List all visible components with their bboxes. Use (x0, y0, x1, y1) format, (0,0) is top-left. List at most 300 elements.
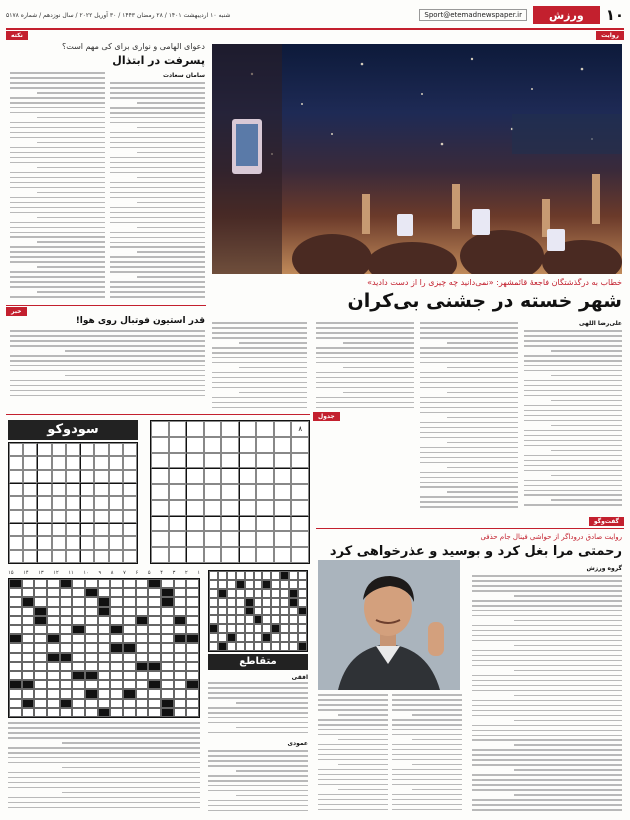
crossword-cell[interactable] (136, 588, 149, 597)
crossword-cell[interactable] (9, 653, 22, 662)
crossword-cell[interactable] (161, 616, 174, 625)
sudoku-cell[interactable] (204, 453, 222, 469)
crossword-cell[interactable] (148, 653, 161, 662)
crossword-cell[interactable] (148, 588, 161, 597)
crossword-cell[interactable] (110, 597, 123, 606)
crossword-cell[interactable] (85, 680, 98, 689)
crossword-cell[interactable] (72, 689, 85, 698)
crossword-cell[interactable] (174, 708, 187, 717)
sudoku-cell[interactable] (169, 437, 187, 453)
crossword-cell[interactable] (60, 680, 73, 689)
crossword-cell[interactable] (47, 588, 60, 597)
sudoku-cell[interactable] (221, 453, 239, 469)
sudoku-cell[interactable] (186, 437, 204, 453)
crossword-cell[interactable] (98, 588, 111, 597)
crossword-cell[interactable] (47, 662, 60, 671)
crossword-cell[interactable] (123, 699, 136, 708)
opinion-title[interactable]: پسرفت در ابتذال (112, 54, 205, 67)
crossword-cell[interactable] (110, 625, 123, 634)
sudoku-cell[interactable] (151, 453, 169, 469)
crossword-cell[interactable] (98, 607, 111, 616)
crossword-cell[interactable] (85, 588, 98, 597)
crossword-cell[interactable] (186, 643, 199, 652)
crossword-cell[interactable] (22, 662, 35, 671)
crossword-cell[interactable] (123, 588, 136, 597)
crossword-cell[interactable] (72, 671, 85, 680)
sudoku-cell[interactable] (221, 437, 239, 453)
sudoku-cell[interactable] (291, 453, 309, 469)
crossword-cell[interactable] (161, 625, 174, 634)
crossword-cell[interactable] (174, 597, 187, 606)
crossword-cell[interactable] (98, 643, 111, 652)
sudoku-cell[interactable] (256, 453, 274, 469)
crossword-cell[interactable] (85, 653, 98, 662)
sudoku-cell[interactable] (291, 484, 309, 500)
crossword-cell[interactable] (34, 689, 47, 698)
crossword-cell[interactable] (161, 680, 174, 689)
crossword-cell[interactable] (110, 699, 123, 708)
crossword-cell[interactable] (186, 680, 199, 689)
crossword-cell[interactable] (34, 588, 47, 597)
crossword-cell[interactable] (34, 671, 47, 680)
crossword-cell[interactable] (9, 699, 22, 708)
crossword-cell[interactable] (72, 708, 85, 717)
sudoku-cell[interactable] (239, 484, 257, 500)
crossword-cell[interactable] (47, 708, 60, 717)
crossword-cell[interactable] (110, 616, 123, 625)
crossword-cell[interactable] (60, 634, 73, 643)
crossword-cell[interactable] (174, 643, 187, 652)
crossword-cell[interactable] (186, 689, 199, 698)
crossword-cell[interactable] (174, 699, 187, 708)
crossword-cell[interactable] (9, 634, 22, 643)
crossword-cell[interactable] (136, 708, 149, 717)
main-headline[interactable]: شهر خسته در جشنی بی‌کران (347, 290, 622, 312)
crossword-cell[interactable] (161, 643, 174, 652)
crossword-cell[interactable] (148, 607, 161, 616)
sudoku-cell[interactable] (151, 421, 169, 437)
crossword-cell[interactable] (72, 588, 85, 597)
crossword-grid[interactable] (8, 578, 200, 718)
crossword-cell[interactable] (60, 689, 73, 698)
crossword-cell[interactable] (34, 643, 47, 652)
crossword-cell[interactable] (186, 597, 199, 606)
crossword-cell[interactable] (136, 653, 149, 662)
crossword-cell[interactable] (148, 625, 161, 634)
crossword-cell[interactable] (161, 579, 174, 588)
crossword-cell[interactable] (148, 689, 161, 698)
crossword-cell[interactable] (136, 662, 149, 671)
crossword-cell[interactable] (85, 579, 98, 588)
sudoku-cell[interactable] (169, 531, 187, 547)
crossword-cell[interactable] (161, 588, 174, 597)
sudoku-cell[interactable] (256, 547, 274, 563)
crossword-cell[interactable] (174, 588, 187, 597)
crossword-cell[interactable] (60, 616, 73, 625)
sudoku-cell[interactable] (186, 468, 204, 484)
crossword-cell[interactable] (174, 653, 187, 662)
sudoku-cell[interactable] (151, 500, 169, 516)
crossword-cell[interactable] (9, 588, 22, 597)
crossword-cell[interactable] (98, 662, 111, 671)
sudoku-cell[interactable] (291, 516, 309, 532)
crossword-cell[interactable] (98, 708, 111, 717)
sudoku-cell[interactable] (291, 547, 309, 563)
crossword-cell[interactable] (174, 616, 187, 625)
crossword-cell[interactable] (110, 634, 123, 643)
crossword-cell[interactable] (186, 708, 199, 717)
sudoku-cell[interactable] (291, 468, 309, 484)
crossword-cell[interactable] (22, 680, 35, 689)
crossword-cell[interactable] (186, 699, 199, 708)
sudoku-cell[interactable] (221, 484, 239, 500)
crossword-cell[interactable] (22, 689, 35, 698)
crossword-cell[interactable] (9, 662, 22, 671)
sudoku-cell[interactable] (204, 531, 222, 547)
crossword-cell[interactable] (161, 653, 174, 662)
crossword-cell[interactable] (136, 671, 149, 680)
crossword-cell[interactable] (148, 597, 161, 606)
crossword-cell[interactable] (123, 671, 136, 680)
crossword-cell[interactable] (148, 680, 161, 689)
crossword-cell[interactable] (136, 597, 149, 606)
sudoku-cell[interactable] (169, 484, 187, 500)
crossword-cell[interactable] (98, 616, 111, 625)
crossword-cell[interactable] (60, 597, 73, 606)
crossword-cell[interactable] (60, 671, 73, 680)
crossword-cell[interactable] (98, 579, 111, 588)
crossword-cell[interactable] (98, 699, 111, 708)
sudoku-cell[interactable] (239, 531, 257, 547)
crossword-cell[interactable] (110, 671, 123, 680)
crossword-cell[interactable] (123, 662, 136, 671)
crossword-cell[interactable] (34, 634, 47, 643)
crossword-cell[interactable] (123, 653, 136, 662)
sudoku-cell[interactable] (256, 468, 274, 484)
crossword-cell[interactable] (161, 708, 174, 717)
crossword-cell[interactable] (47, 699, 60, 708)
sudoku-cell[interactable] (151, 547, 169, 563)
crossword-cell[interactable] (186, 653, 199, 662)
crossword-cell[interactable] (85, 689, 98, 698)
crossword-cell[interactable] (34, 699, 47, 708)
crossword-cell[interactable] (110, 643, 123, 652)
crossword-cell[interactable] (34, 680, 47, 689)
crossword-cell[interactable] (34, 708, 47, 717)
sudoku-cell[interactable] (151, 437, 169, 453)
crossword-cell[interactable] (60, 662, 73, 671)
crossword-cell[interactable] (174, 689, 187, 698)
crossword-cell[interactable] (47, 597, 60, 606)
crossword-cell[interactable] (148, 708, 161, 717)
sudoku-cell[interactable] (274, 500, 292, 516)
sudoku-cell[interactable] (169, 453, 187, 469)
crossword-cell[interactable] (110, 662, 123, 671)
crossword-cell[interactable] (72, 597, 85, 606)
interview-headline[interactable]: رحمتی مرا بغل کرد و بوسید و عذرخواهی کرد (329, 544, 622, 559)
sudoku-cell[interactable] (169, 516, 187, 532)
sudoku-cell[interactable] (204, 484, 222, 500)
sudoku-cell[interactable] (239, 500, 257, 516)
crossword-cell[interactable] (136, 680, 149, 689)
crossword-cell[interactable] (22, 699, 35, 708)
sudoku-cell[interactable] (274, 484, 292, 500)
crossword-cell[interactable] (34, 607, 47, 616)
sudoku-cell[interactable] (274, 468, 292, 484)
crossword-cell[interactable] (98, 653, 111, 662)
crossword-cell[interactable] (47, 671, 60, 680)
crossword-cell[interactable] (161, 607, 174, 616)
crossword-cell[interactable] (9, 643, 22, 652)
sudoku-cell[interactable] (291, 500, 309, 516)
sudoku-cell[interactable] (239, 516, 257, 532)
sudoku-cell[interactable] (239, 468, 257, 484)
crossword-cell[interactable] (47, 643, 60, 652)
sudoku-cell[interactable] (151, 484, 169, 500)
crossword-cell[interactable] (161, 671, 174, 680)
crossword-cell[interactable] (85, 634, 98, 643)
crossword-cell[interactable] (34, 579, 47, 588)
crossword-cell[interactable] (60, 607, 73, 616)
crossword-cell[interactable] (9, 616, 22, 625)
crossword-cell[interactable] (47, 634, 60, 643)
crossword-cell[interactable] (85, 662, 98, 671)
crossword-cell[interactable] (110, 607, 123, 616)
crossword-cell[interactable] (161, 689, 174, 698)
crossword-cell[interactable] (174, 607, 187, 616)
crossword-cell[interactable] (123, 616, 136, 625)
crossword-cell[interactable] (22, 634, 35, 643)
crossword-cell[interactable] (60, 708, 73, 717)
sudoku-grid-puzzle[interactable] (150, 420, 310, 564)
sudoku-cell[interactable] (256, 437, 274, 453)
crossword-cell[interactable] (148, 643, 161, 652)
crossword-cell[interactable] (60, 625, 73, 634)
crossword-cell[interactable] (9, 625, 22, 634)
crossword-cell[interactable] (34, 662, 47, 671)
sudoku-cell[interactable] (186, 516, 204, 532)
news-title[interactable]: قدر استیون فوتبال روی هوا! (75, 316, 205, 326)
crossword-cell[interactable] (60, 653, 73, 662)
crossword-cell[interactable] (47, 689, 60, 698)
sudoku-cell[interactable] (239, 437, 257, 453)
crossword-cell[interactable] (22, 579, 35, 588)
crossword-cell[interactable] (85, 643, 98, 652)
crossword-cell[interactable] (136, 699, 149, 708)
crossword-cell[interactable] (47, 616, 60, 625)
crossword-cell[interactable] (72, 625, 85, 634)
sudoku-cell[interactable] (239, 547, 257, 563)
sudoku-cell[interactable] (221, 531, 239, 547)
crossword-cell[interactable] (85, 708, 98, 717)
crossword-cell[interactable] (47, 625, 60, 634)
crossword-cell[interactable] (72, 643, 85, 652)
sudoku-cell[interactable] (186, 547, 204, 563)
crossword-cell[interactable] (98, 634, 111, 643)
crossword-cell[interactable] (85, 616, 98, 625)
crossword-cell[interactable] (72, 616, 85, 625)
crossword-cell[interactable] (72, 653, 85, 662)
sudoku-cell[interactable] (256, 531, 274, 547)
crossword-cell[interactable] (123, 689, 136, 698)
sudoku-cell[interactable] (186, 531, 204, 547)
crossword-cell[interactable] (123, 634, 136, 643)
crossword-cell[interactable] (148, 662, 161, 671)
sudoku-cell[interactable] (169, 547, 187, 563)
crossword-cell[interactable] (123, 680, 136, 689)
section-email[interactable]: Sport@etemadnewspaper.ir (419, 9, 527, 21)
crossword-cell[interactable] (110, 708, 123, 717)
crossword-cell[interactable] (98, 689, 111, 698)
crossword-cell[interactable] (174, 680, 187, 689)
crossword-cell[interactable] (9, 597, 22, 606)
crossword-cell[interactable] (174, 625, 187, 634)
crossword-cell[interactable] (148, 616, 161, 625)
crossword-cell[interactable] (110, 689, 123, 698)
crossword-cell[interactable] (34, 653, 47, 662)
sudoku-cell[interactable] (169, 468, 187, 484)
sudoku-cell[interactable] (274, 547, 292, 563)
crossword-cell[interactable] (22, 597, 35, 606)
sudoku-cell[interactable] (274, 516, 292, 532)
sudoku-cell[interactable] (204, 421, 222, 437)
crossword-cell[interactable] (98, 625, 111, 634)
crossword-cell[interactable] (22, 616, 35, 625)
crossword-cell[interactable] (47, 579, 60, 588)
sudoku-cell[interactable] (239, 453, 257, 469)
crossword-cell[interactable] (9, 680, 22, 689)
crossword-cell[interactable] (136, 643, 149, 652)
sudoku-cell[interactable] (204, 516, 222, 532)
crossword-cell[interactable] (9, 689, 22, 698)
crossword-cell[interactable] (72, 634, 85, 643)
crossword-cell[interactable] (72, 662, 85, 671)
crossword-cell[interactable] (22, 671, 35, 680)
crossword-cell[interactable] (22, 708, 35, 717)
crossword-cell[interactable] (85, 699, 98, 708)
crossword-cell[interactable] (72, 579, 85, 588)
sudoku-cell[interactable] (186, 453, 204, 469)
crossword-cell[interactable] (9, 708, 22, 717)
crossword-cell[interactable] (136, 625, 149, 634)
sudoku-cell[interactable] (256, 421, 274, 437)
crossword-cell[interactable] (22, 588, 35, 597)
crossword-cell[interactable] (186, 616, 199, 625)
crossword-cell[interactable] (186, 625, 199, 634)
crossword-cell[interactable] (98, 671, 111, 680)
crossword-cell[interactable] (110, 588, 123, 597)
crossword-cell[interactable] (148, 699, 161, 708)
crossword-cell[interactable] (22, 643, 35, 652)
sudoku-cell[interactable] (221, 468, 239, 484)
crossword-cell[interactable] (34, 625, 47, 634)
crossword-cell[interactable] (9, 579, 22, 588)
crossword-cell[interactable] (148, 671, 161, 680)
sudoku-cell[interactable] (221, 547, 239, 563)
crossword-cell[interactable] (174, 579, 187, 588)
sudoku-cell[interactable] (221, 500, 239, 516)
sudoku-cell[interactable] (256, 500, 274, 516)
crossword-cell[interactable] (34, 597, 47, 606)
crossword-cell[interactable] (161, 597, 174, 606)
crossword-cell[interactable] (98, 597, 111, 606)
crossword-cell[interactable] (110, 680, 123, 689)
crossword-cell[interactable] (123, 597, 136, 606)
sudoku-cell[interactable] (204, 468, 222, 484)
crossword-cell[interactable] (161, 634, 174, 643)
crossword-cell[interactable] (22, 625, 35, 634)
crossword-cell[interactable] (148, 634, 161, 643)
crossword-cell[interactable] (123, 607, 136, 616)
crossword-cell[interactable] (34, 616, 47, 625)
crossword-cell[interactable] (60, 579, 73, 588)
sudoku-cell[interactable] (274, 421, 292, 437)
sudoku-cell[interactable] (221, 516, 239, 532)
crossword-cell[interactable] (60, 588, 73, 597)
crossword-cell[interactable] (136, 616, 149, 625)
sudoku-cell[interactable] (186, 484, 204, 500)
crossword-cell[interactable] (186, 662, 199, 671)
sudoku-cell[interactable] (186, 421, 204, 437)
sudoku-cell[interactable]: ۸ (291, 421, 309, 437)
crossword-cell[interactable] (136, 689, 149, 698)
sudoku-cell[interactable] (256, 484, 274, 500)
crossword-cell[interactable] (186, 634, 199, 643)
sudoku-cell[interactable] (151, 516, 169, 532)
sudoku-cell[interactable] (169, 421, 187, 437)
crossword-cell[interactable] (72, 680, 85, 689)
crossword-cell[interactable] (161, 699, 174, 708)
crossword-cell[interactable] (123, 625, 136, 634)
sudoku-cell[interactable] (239, 421, 257, 437)
sudoku-cell[interactable] (204, 437, 222, 453)
crossword-cell[interactable] (186, 579, 199, 588)
sudoku-cell[interactable] (151, 531, 169, 547)
crossword-cell[interactable] (22, 653, 35, 662)
crossword-cell[interactable] (161, 662, 174, 671)
crossword-cell[interactable] (98, 680, 111, 689)
crossword-cell[interactable] (9, 607, 22, 616)
crossword-cell[interactable] (174, 671, 187, 680)
sudoku-cell[interactable] (274, 453, 292, 469)
crossword-cell[interactable] (123, 643, 136, 652)
sudoku-cell[interactable] (204, 547, 222, 563)
crossword-cell[interactable] (110, 653, 123, 662)
sudoku-cell[interactable] (291, 437, 309, 453)
crossword-cell[interactable] (186, 607, 199, 616)
crossword-cell[interactable] (110, 579, 123, 588)
crossword-cell[interactable] (85, 625, 98, 634)
crossword-cell[interactable] (136, 579, 149, 588)
crossword-cell[interactable] (85, 607, 98, 616)
crossword-cell[interactable] (47, 653, 60, 662)
crossword-cell[interactable] (174, 634, 187, 643)
crossword-cell[interactable] (174, 662, 187, 671)
crossword-cell[interactable] (47, 607, 60, 616)
sudoku-cell[interactable] (204, 500, 222, 516)
crossword-cell[interactable] (123, 708, 136, 717)
crossword-cell[interactable] (186, 671, 199, 680)
crossword-cell[interactable] (22, 607, 35, 616)
crossword-cell[interactable] (85, 671, 98, 680)
crossword-cell[interactable] (9, 671, 22, 680)
crossword-cell[interactable] (123, 579, 136, 588)
crossword-cell[interactable] (148, 579, 161, 588)
sudoku-cell[interactable] (221, 421, 239, 437)
sudoku-cell[interactable] (169, 500, 187, 516)
sudoku-cell[interactable] (256, 516, 274, 532)
crossword-cell[interactable] (72, 699, 85, 708)
